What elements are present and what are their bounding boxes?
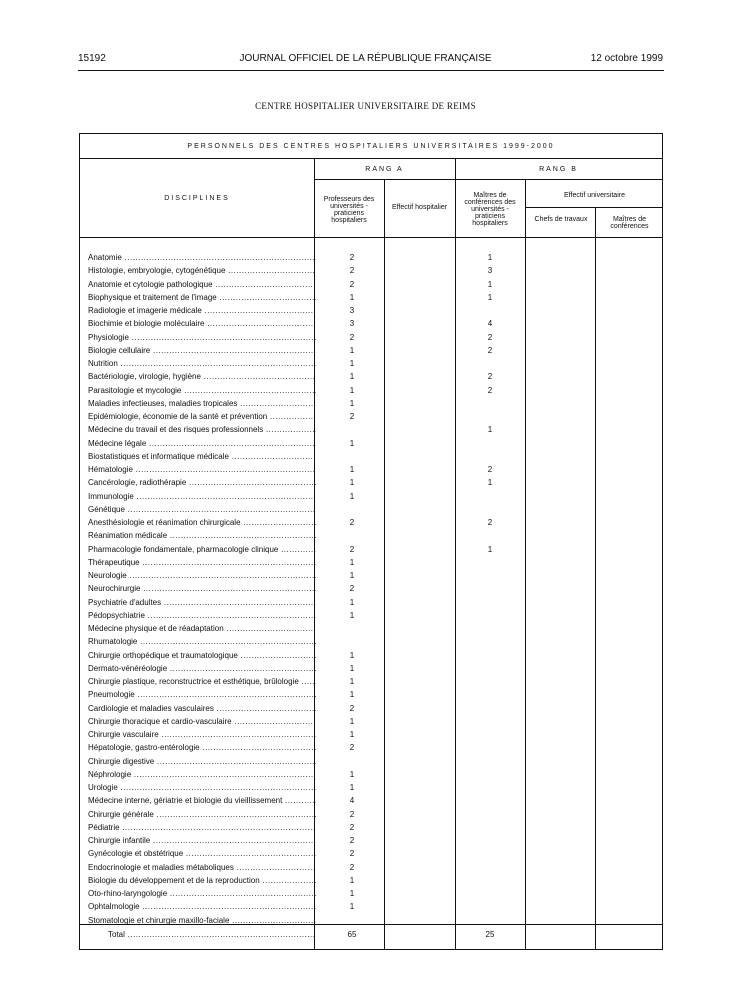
rang-b-header: RANG B [539, 166, 578, 173]
discipline-label: Biologie cellulaire ..... [88, 344, 316, 357]
professeurs-value: 1 [349, 491, 355, 501]
professeurs-value: 2 [349, 849, 355, 859]
total-row [80, 928, 664, 942]
professeurs-value: 1 [349, 478, 355, 488]
professeurs-value: 1 [349, 345, 355, 355]
header-rule [78, 70, 664, 71]
professeurs-value: 1 [349, 597, 355, 607]
professeurs-value: 1 [349, 690, 355, 700]
professeurs-value: 3 [349, 306, 355, 315]
discipline-label: Médecine interne, gériatrie et biologie du vieillissement ..... [88, 794, 316, 807]
rang-a-header: RANG A [365, 166, 404, 173]
discipline-label: Chirurgie digestive ..... [88, 755, 316, 768]
discipline-label: Immunologie ..... [88, 490, 316, 503]
professeurs-value: 2 [349, 412, 355, 421]
professeurs-value: 1 [349, 571, 355, 580]
discipline-label: Pédiatrie ..... [88, 821, 316, 834]
professeurs-value: 2 [349, 822, 355, 832]
professeurs-value: 1 [349, 359, 355, 368]
maitres-conf-ph-value: 2 [487, 345, 493, 355]
discipline-label: Nutrition ..... [88, 357, 316, 370]
professeurs-value: 1 [349, 716, 355, 726]
discipline-label: Pédopsychiatrie ..... [88, 609, 316, 622]
discipline-label: Biostatistiques et informatique médicale ..... [88, 450, 316, 463]
discipline-label: Oto-rhino-laryngologie ..... [88, 887, 316, 900]
title-rule [80, 158, 662, 159]
maitres-conf-ph-value: 2 [487, 385, 493, 395]
professeurs-value: 2 [349, 836, 355, 845]
professeurs-value: 2 [349, 279, 355, 289]
discipline-label: Bactériologie, virologie, hygiène ..... [88, 370, 316, 383]
total-professeurs: 65 [347, 930, 357, 939]
maitres-conf-ph-value: 4 [487, 319, 493, 329]
professeurs-value: 2 [349, 743, 355, 753]
discipline-label: Physiologie ..... [88, 331, 316, 344]
discipline-label: Médecine légale ..... [88, 437, 316, 450]
discipline-label: Rhumatologie ..... [88, 635, 316, 648]
document-subtitle: CENTRE HOSPITALIER UNIVERSITAIRE DE REIMS [255, 101, 476, 111]
discipline-label: Biochimie et biologie moléculaire ..... [88, 317, 316, 330]
discipline-label: Cancérologie, radiothérapie ..... [88, 476, 316, 489]
discipline-label: Thérapeutique ..... [88, 556, 316, 569]
maitres-conf-ph-value: 1 [487, 253, 493, 262]
professeurs-value: 1 [349, 610, 355, 620]
total-maitres-conf-ph: 25 [485, 930, 495, 939]
maitres-conf-ph-value: 2 [487, 465, 493, 474]
professeurs-value: 4 [349, 796, 355, 806]
maitres-conf-ph-value: 2 [487, 332, 493, 342]
maitres-conf-ph-value: 2 [487, 518, 493, 527]
professeurs-value: 1 [349, 902, 355, 912]
discipline-label: Anatomie ..... [88, 251, 316, 264]
page-number: 15192 [78, 53, 106, 64]
professeurs-value: 1 [349, 677, 355, 686]
discipline-label: Chirurgie thoracique et cardio-vasculaire ..... [88, 715, 316, 728]
professeurs-value: 2 [349, 809, 355, 819]
discipline-label: Néphrologie ..... [88, 768, 316, 781]
professeurs-value: 2 [349, 862, 355, 872]
discipline-label: Anatomie et cytologie pathologique ..... [88, 278, 316, 291]
discipline-label: Chirurgie vasculaire ..... [88, 728, 316, 741]
discipline-label: Réanimation médicale ..... [88, 529, 316, 542]
table-title: PERSONNELS DES CENTRES HOSPITALIERS UNIVERSITAIRES 1999-2000 [187, 143, 555, 150]
header-bottom-rule [80, 237, 662, 238]
discipline-label: Radiologie et imagerie médicale ..... [88, 304, 316, 317]
discipline-label: Chirurgie infantile ..... [88, 834, 316, 847]
col-divider-4 [525, 179, 526, 950]
professeurs-value: 1 [349, 465, 355, 474]
discipline-label: Chirurgie générale ..... [88, 808, 316, 821]
discipline-label: Biophysique et traitement de l'image ..... [88, 291, 316, 304]
discipline-label: Génétique ..... [88, 503, 316, 516]
effectif-univ-rule [525, 207, 662, 208]
discipline-label: Hépatologie, gastro-entérologie ..... [88, 741, 316, 754]
discipline-label: Histologie, embryologie, cytogénétique ..... [88, 264, 316, 277]
professeurs-value: 2 [349, 703, 355, 713]
discipline-label: Stomatologie et chirurgie maxillo-faciale ..... [88, 914, 316, 927]
discipline-label: Endocrinologie et maladies métaboliques ..... [88, 861, 316, 874]
discipline-label: Parasitologie et mycologie ..... [88, 384, 316, 397]
professeurs-value: 1 [349, 438, 355, 448]
maitres-conf-ph-value: 1 [487, 478, 493, 488]
professeurs-value: 1 [349, 292, 355, 302]
professeurs-value: 1 [349, 398, 355, 408]
discipline-label: Maladies infectieuses, maladies tropicales ..... [88, 397, 316, 410]
rang-rule [314, 179, 662, 180]
professeurs-value: 1 [349, 889, 355, 898]
professeurs-value: 1 [349, 650, 355, 660]
discipline-label: Dermato-vénéréologie ..... [88, 662, 316, 675]
professeurs-value: 1 [349, 730, 355, 739]
discipline-label: Neurochirurgie ..... [88, 582, 316, 595]
discipline-label: Biologie du développement et de la reproduction ..... [88, 874, 316, 887]
discipline-label: Chirurgie orthopédique et traumatologique ..... [88, 649, 316, 662]
discipline-label: Chirurgie plastique, reconstructrice et esthétique, brûlologie ..... [88, 675, 316, 688]
professeurs-value: 2 [349, 518, 355, 527]
professeurs-value: 1 [349, 557, 355, 567]
maitres-conf-ph-value: 2 [487, 372, 493, 382]
effectif-universitaire-header: Effectif universitaire [564, 192, 625, 199]
professeurs-value: 1 [349, 769, 355, 779]
discipline-label: Epidémiologie, économie de la santé et prévention ..... [88, 410, 316, 423]
professeurs-value: 2 [349, 544, 355, 554]
discipline-label: Hématologie ..... [88, 463, 316, 476]
maitres-conf-ph-value: 1 [487, 544, 493, 554]
col-divider-5 [595, 207, 596, 950]
journal-title: JOURNAL OFFICIEL DE LA RÉPUBLIQUE FRANÇAISE [239, 53, 492, 64]
discipline-label: Cardiologie et maladies vasculaires ..... [88, 702, 316, 715]
professeurs-value: 1 [349, 783, 355, 792]
maitres-conf-ph-value: 1 [487, 425, 493, 435]
chefs-travaux-header: Chefs de travaux [534, 216, 588, 223]
professeurs-value: 1 [349, 875, 355, 885]
discipline-label: Urologie ..... [88, 781, 316, 794]
disciplines-header: DISCIPLINES [164, 195, 230, 202]
professeurs-value: 1 [349, 372, 355, 382]
total-label: Total ..... [108, 928, 316, 942]
discipline-label: Gynécologie et obstétrique ..... [88, 847, 316, 860]
effectif-hospitalier-header: Effectif hospitalier [391, 204, 448, 211]
discipline-label: Médecine du travail et des risques professionnels ..... [88, 423, 316, 436]
publication-date: 12 octobre 1999 [590, 53, 663, 64]
discipline-label: Pneumologie ..... [88, 688, 316, 701]
discipline-label: Anesthésiologie et réanimation chirurgicale ..... [88, 516, 316, 529]
maitres-conf-ph-header: Maîtres de conférences des universités - praticiens hospitaliers [464, 192, 516, 227]
discipline-label: Ophtalmologie ..... [88, 900, 316, 913]
discipline-label: Psychiatrie d'adultes ..... [88, 596, 316, 609]
professeurs-value: 2 [349, 332, 355, 342]
discipline-label: Pharmacologie fondamentale, pharmacologie clinique ..... [88, 543, 316, 556]
col-divider-3 [455, 158, 456, 950]
professeurs-value: 2 [349, 266, 355, 276]
maitres-conf-ph-value: 3 [487, 266, 493, 276]
professeurs-value: 1 [349, 663, 355, 673]
professeurs-value: 1 [349, 385, 355, 395]
discipline-label: Médecine physique et de réadaptation ..... [88, 622, 316, 635]
professeurs-value: 2 [349, 584, 355, 594]
personnel-table [79, 133, 663, 950]
discipline-label: Neurologie ..... [88, 569, 316, 582]
maitres-conf-ph-value: 1 [487, 279, 493, 289]
maitres-conf-header: Maîtres de conférences [610, 216, 649, 230]
col-divider-2 [384, 179, 385, 950]
professeurs-header: Professeurs des universités - praticiens hospitaliers [323, 196, 375, 224]
professeurs-value: 3 [349, 319, 355, 329]
maitres-conf-ph-value: 1 [487, 292, 493, 302]
professeurs-value: 2 [349, 253, 355, 262]
